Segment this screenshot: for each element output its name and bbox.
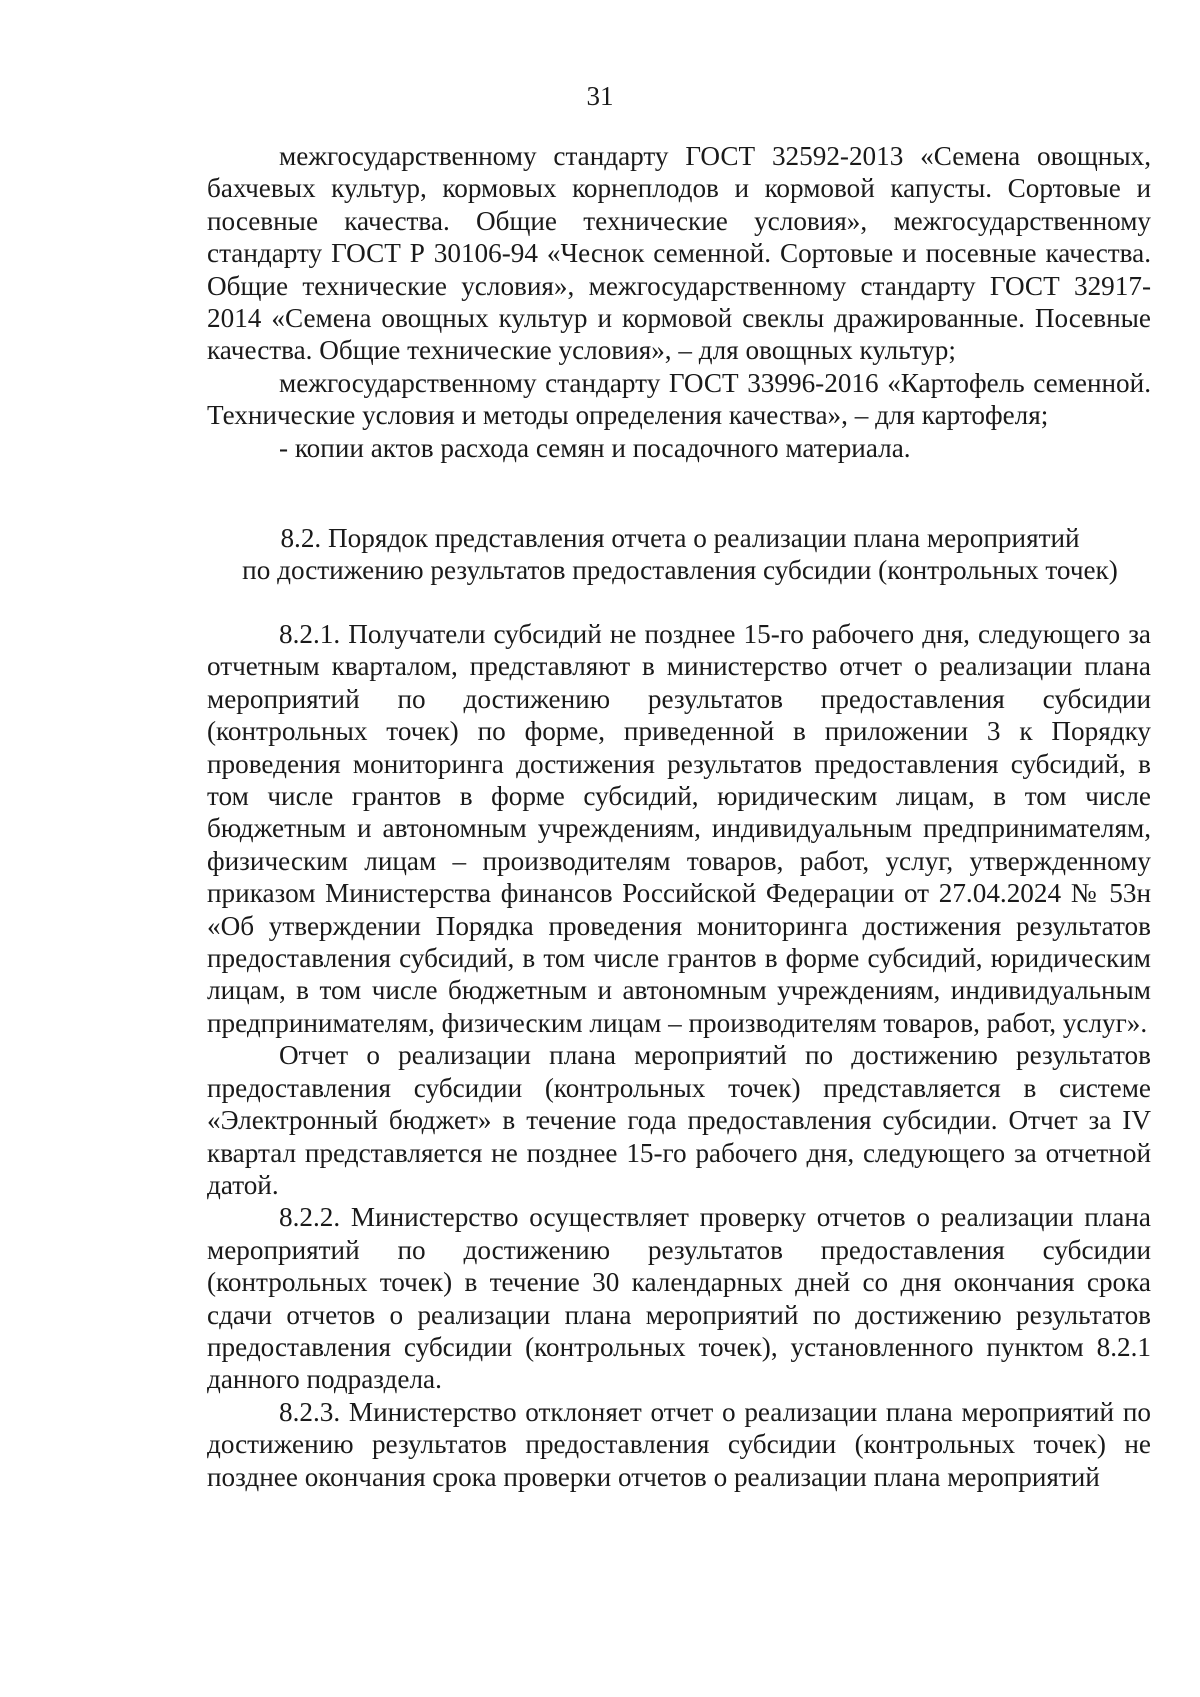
section-heading	[180, 522, 1180, 587]
paragraph-8-2-3: 8.2.3. Министерство отклоняет отчет о реализации плана мероприятий по достижению результатов предоставления субсидии (контрольных точек) не позднее окончания срока проверки отчетов о реализации плана мероприятий	[207, 1396, 1151, 1492]
paragraph-8-2-2: 8.2.2. Министерство осуществляет проверку отчетов о реализации плана мероприятий по достижению результатов предоставления субсидии (контрольных точек) в течение 30 календарных дней со дня окончания срока сдачи отчетов о реализации плана мероприятий по достижению результатов предоставления субсидии (контрольных точек), установленного пунктом 8.2.1 данного подраздела.	[207, 1202, 1151, 1395]
section-heading-line-1: 8.2. Порядок представления отчета о реализации плана мероприятий	[280, 523, 1080, 553]
text-block-main	[207, 618, 1151, 1493]
paragraph-report-submission: Отчет о реализации плана мероприятий по достижению результатов предоставления субсидии (контрольных точек) представляется в системе «Электронный бюджет» в течение года предоставления субсидии. Отчет за IV квартал представляется не позднее 15-го рабочего дня, следующего за отчетной датой.	[207, 1040, 1151, 1200]
page-number: 31	[586, 81, 614, 111]
paragraph-gost-vegetables: межгосударственному стандарту ГОСТ 32592-2013 «Семена овощных, бахчевых культур, кормовых корнеплодов и кормовой капусты. Сортовые и посевные качества. Общие технические условия», межгосударственному стандарту ГОСТ Р 30106-94 «Чеснок семенной. Сортовые и посевные качества. Общие технические условия», межгосударственному стандарту ГОСТ 32917-2014 «Семена овощных культур и кормовой свеклы дражированные. Посевные качества. Общие технические условия», – для овощных культур;	[207, 141, 1151, 366]
paragraph-gost-potato: межгосударственному стандарту ГОСТ 33996-2016 «Картофель семенной. Технические условия и методы определения качества», – для картофеля;	[207, 367, 1151, 431]
paragraph-seed-acts: - копии актов расхода семян и посадочного материала.	[279, 432, 911, 463]
text-block-top	[207, 140, 1151, 464]
paragraph-8-2-1: 8.2.1. Получатели субсидий не позднее 15-го рабочего дня, следующего за отчетным кварталом, представляют в министерство отчет о реализации плана мероприятий по достижению результатов предоставления субсидии (контрольных точек) по форме, приведенной в приложении 3 к Порядку проведения мониторинга достижения результатов предоставления субсидий, в том числе грантов в форме субсидий, юридическим лицам, в том числе бюджетным и автономным учреждениям, индивидуальным предпринимателям, физическим лицам – производителям товаров, работ, услуг, утвержденному приказом Министерства финансов Российской Федерации от 27.04.2024 № 53н «Об утверждении Порядка проведения мониторинга достижения результатов предоставления субсидий, в том числе грантов в форме субсидий, юридическим лицам, в том числе бюджетным и автономным учреждениям, индивидуальным предпринимателям, физическим лицам – производителям товаров, работ, услуг».	[207, 619, 1151, 1038]
section-heading-line-2: по достижению результатов предоставления субсидии (контрольных точек)	[242, 555, 1118, 586]
